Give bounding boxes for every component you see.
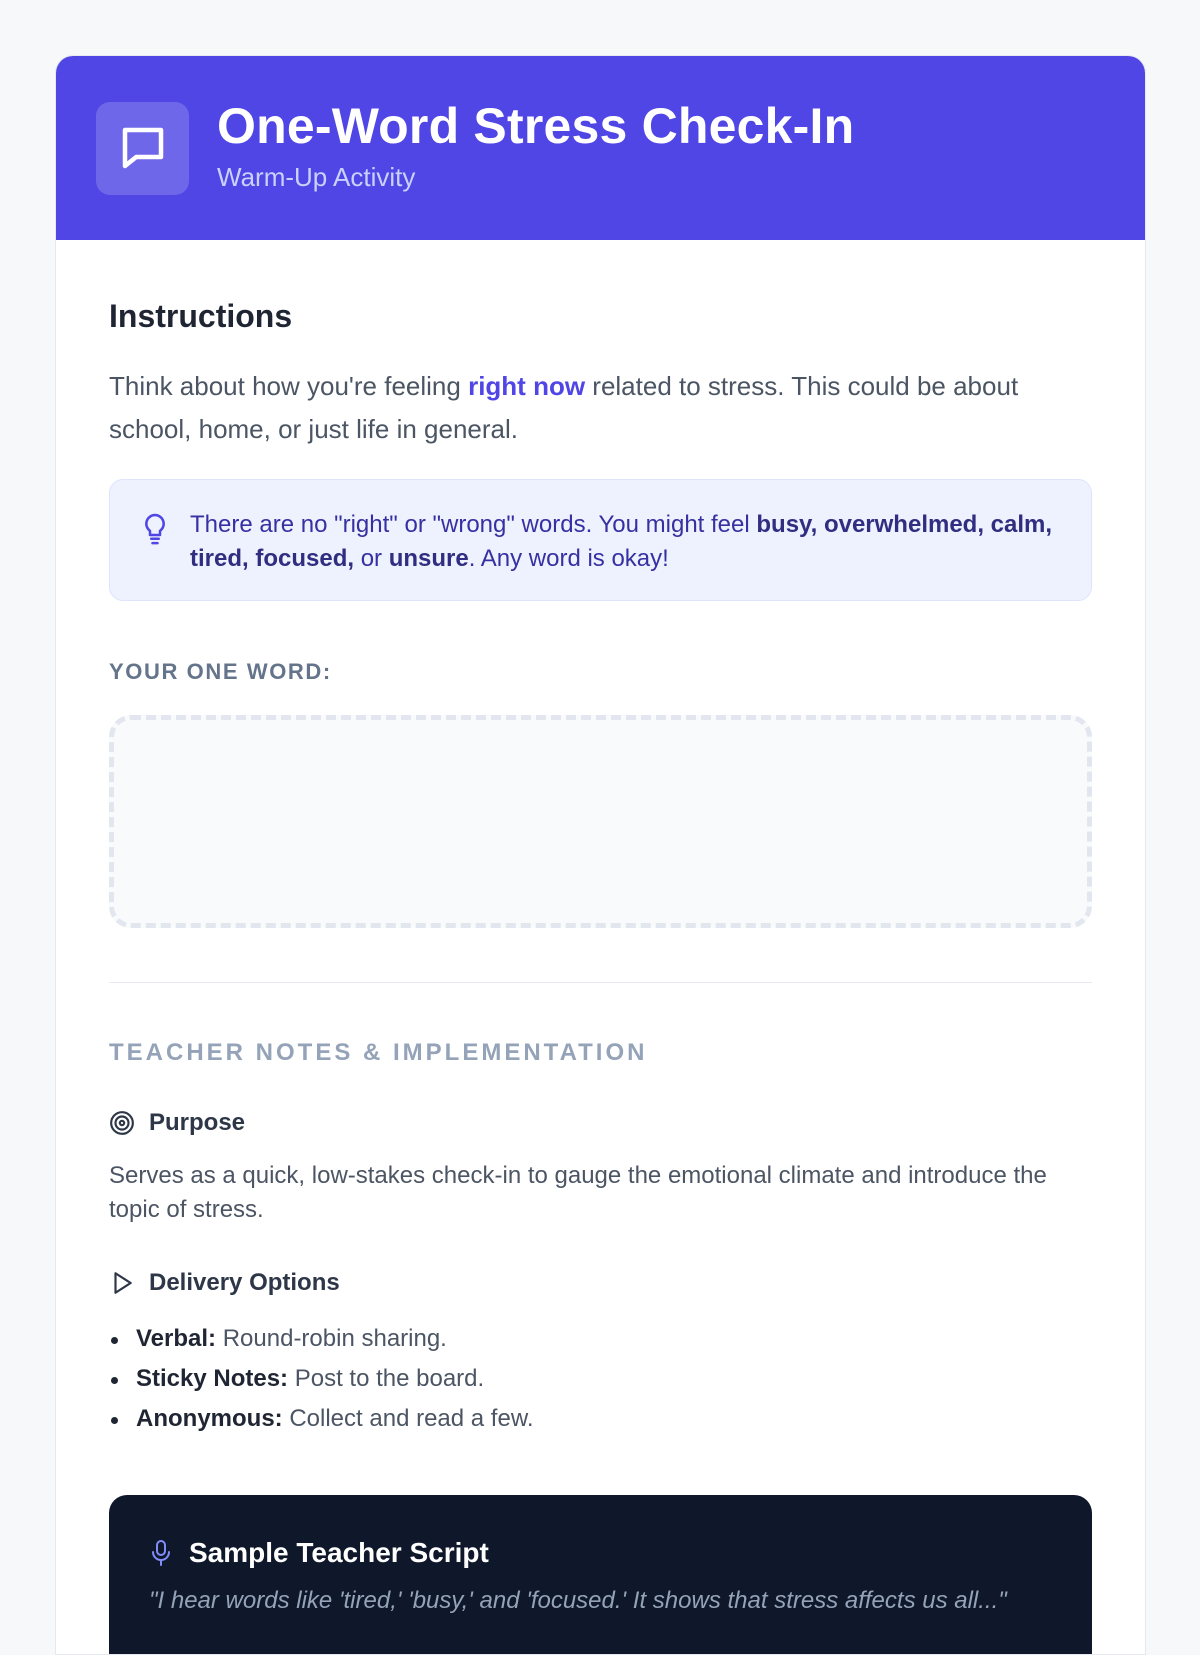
delivery-options-list — [109, 1319, 1092, 1439]
purpose-heading — [109, 1109, 1092, 1137]
one-word-input-area[interactable] — [109, 715, 1092, 928]
script-heading — [149, 1537, 1052, 1569]
tip-bold-2: unsure — [388, 545, 469, 572]
list-item — [109, 1359, 1092, 1399]
purpose-text: Serves as a quick, low-stakes check-in to gauge the emotional climate and introduce the topic of stress. — [109, 1162, 1047, 1223]
tip-text-1: There are no "right" or "wrong" words. You might feel — [190, 511, 757, 538]
option-label: Sticky Notes: — [136, 1365, 289, 1392]
option-text: Collect and read a few. — [282, 1405, 534, 1432]
card-header — [56, 56, 1145, 240]
tip-text — [190, 508, 1061, 576]
activity-card — [55, 55, 1146, 1655]
option-text: Post to the board. — [288, 1365, 485, 1392]
list-item — [109, 1399, 1092, 1439]
card-content — [56, 240, 1145, 1655]
instructions-text-start: Think about how you're feeling — [109, 371, 469, 401]
instructions-highlight: right now — [468, 371, 586, 401]
option-label: Verbal: — [136, 1325, 217, 1352]
teacher-notes-heading: TEACHER NOTES & IMPLEMENTATION — [109, 1039, 648, 1066]
page-title: One-Word Stress Check-In — [217, 98, 855, 154]
play-icon — [109, 1270, 135, 1296]
tip-text-3: . Any word is okay! — [468, 545, 669, 572]
instructions-text — [109, 365, 1092, 451]
delivery-heading — [109, 1269, 1092, 1297]
option-label: Anonymous: — [136, 1405, 283, 1432]
page-subtitle: Warm-Up Activity — [217, 162, 416, 192]
script-quote: "I hear words like 'tired,' 'busy,' and 'focused.' It shows that stress affects us all..." — [149, 1587, 1007, 1614]
tip-bold-1: busy, overwhelmed, calm, tired, focused, — [190, 511, 1053, 572]
lightbulb-icon — [140, 512, 170, 548]
one-word-label: YOUR ONE WORD: — [109, 659, 332, 684]
tip-text-2: or — [354, 545, 389, 572]
teacher-script-panel — [109, 1495, 1092, 1655]
instructions-heading: Instructions — [109, 298, 293, 334]
tip-callout — [109, 479, 1092, 601]
list-item — [109, 1319, 1092, 1359]
purpose-title: Purpose — [149, 1109, 246, 1136]
option-text: Round-robin sharing. — [216, 1325, 447, 1352]
section-divider — [109, 982, 1092, 983]
chat-bubble-icon — [96, 102, 189, 195]
script-title: Sample Teacher Script — [189, 1537, 489, 1568]
delivery-title: Delivery Options — [149, 1269, 340, 1296]
instructions-text-end: related to stress. This could be about school, home, or just life in general. — [109, 371, 1019, 444]
microphone-icon — [149, 1539, 173, 1567]
target-icon — [109, 1110, 135, 1136]
